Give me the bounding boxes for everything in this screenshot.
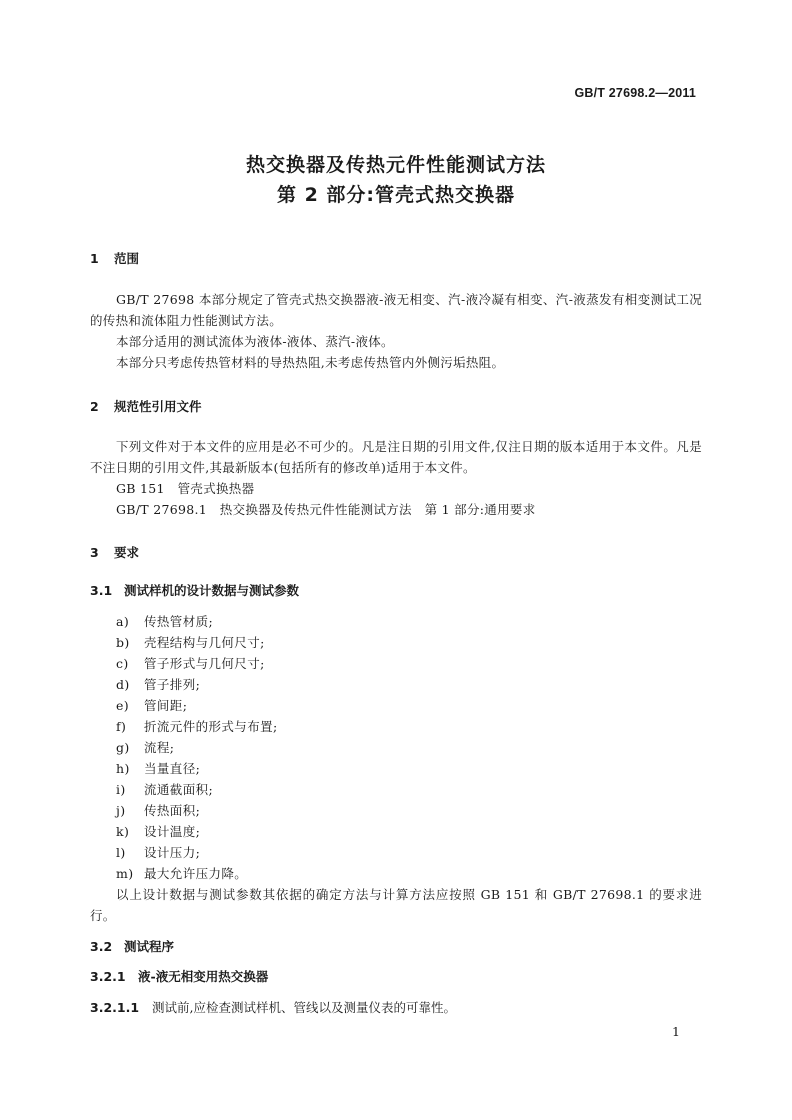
list-item <box>116 633 265 651</box>
subsection-3-1-heading <box>90 581 299 599</box>
section-2-paragraph: 下列文件对于本文件的应用是必不可少的。凡是注日期的引用文件,仅注日期的版本适用于本文件。凡是不注日期的引用文件,其最新版本(包括所有的修改单)适用于本文件。 <box>90 439 702 475</box>
page-number: 1 <box>672 1024 680 1039</box>
clause-text: 测试前,应检查测试样机、管线以及测量仪表的可靠性。 <box>152 1000 456 1015</box>
list-label: b) <box>116 635 130 650</box>
list-label: m) <box>116 866 134 881</box>
list-label: f) <box>116 719 127 734</box>
list-item <box>116 675 200 693</box>
list-text: 管间距; <box>144 698 188 713</box>
list-text: 最大允许压力降。 <box>144 866 248 881</box>
subsection-number: 3.2.1 <box>90 969 126 984</box>
standard-code: GB/T 27698.2—2011 <box>574 86 696 100</box>
document-title: 热交换器及传热元件性能测试方法 <box>245 154 546 176</box>
list-item <box>116 822 200 840</box>
subsection-3-2-1-heading <box>90 967 268 985</box>
list-item <box>116 759 200 777</box>
clause-number: 3.2.1.1 <box>90 1000 140 1015</box>
list-text: 管子排列; <box>144 677 201 692</box>
list-label: k) <box>116 824 130 839</box>
subsection-title: 测试样机的设计数据与测试参数 <box>124 583 300 598</box>
list-label: l) <box>116 845 126 860</box>
list-label: j) <box>116 803 126 818</box>
list-item <box>116 612 213 630</box>
list-label: c) <box>116 656 129 671</box>
list-label: h) <box>116 761 130 776</box>
reference-item: GB 151 管壳式换热器 <box>116 481 255 496</box>
section-title: 要求 <box>114 545 140 560</box>
section-number: 2 <box>90 399 99 414</box>
section-title: 范围 <box>114 251 140 266</box>
list-label: d) <box>116 677 130 692</box>
list-text: 传热管材质; <box>144 614 214 629</box>
list-item <box>116 780 213 798</box>
section-number: 3 <box>90 545 99 560</box>
subsection-title: 测试程序 <box>124 939 175 954</box>
section-1-paragraph-2: 本部分适用的测试流体为液体-液体、蒸汽-液体。 <box>116 334 394 349</box>
list-item <box>116 801 200 819</box>
list-text: 流程; <box>144 740 175 755</box>
list-item <box>116 864 247 882</box>
list-text: 设计温度; <box>144 824 201 839</box>
list-item <box>116 843 200 861</box>
section-title: 规范性引用文件 <box>114 399 202 414</box>
list-label: a) <box>116 614 130 629</box>
list-item <box>116 738 174 756</box>
subsection-number: 3.1 <box>90 583 113 598</box>
reference-item: GB/T 27698.1 热交换器及传热元件性能测试方法 第 1 部分:通用要求 <box>116 502 536 517</box>
list-text: 流通截面积; <box>144 782 214 797</box>
list-label: i) <box>116 782 126 797</box>
list-text: 当量直径; <box>144 761 201 776</box>
subsection-title: 液-液无相变用热交换器 <box>138 969 269 984</box>
list-item <box>116 717 278 735</box>
subsection-number: 3.2 <box>90 939 113 954</box>
clause-3-2-1-1 <box>90 998 456 1016</box>
section-number: 1 <box>90 251 99 266</box>
list-text: 传热面积; <box>144 803 201 818</box>
section-1-paragraph-3: 本部分只考虑传热管材料的导热热阻,未考虑传热管内外侧污垢热阻。 <box>116 355 505 370</box>
section-3-heading <box>90 543 139 561</box>
list-label: g) <box>116 740 130 755</box>
list-text: 设计压力; <box>144 845 201 860</box>
list-label: e) <box>116 698 130 713</box>
section-1-heading <box>90 249 139 267</box>
section-2-heading <box>90 397 202 415</box>
list-item <box>116 654 265 672</box>
list-text: 折流元件的形式与布置; <box>144 719 278 734</box>
list-text: 壳程结构与几何尺寸; <box>144 635 265 650</box>
subsection-3-2-heading <box>90 937 174 955</box>
document-subtitle: 第 2 部分:管壳式热交换器 <box>276 184 516 206</box>
list-item <box>116 696 187 714</box>
list-text: 管子形式与几何尺寸; <box>144 656 265 671</box>
subsection-3-1-closing: 以上设计数据与测试参数其依据的确定方法与计算方法应按照 GB 151 和 GB/T 27698.1 的要求进行。 <box>90 887 702 923</box>
section-1-paragraph-1: GB/T 27698 本部分规定了管壳式热交换器液-液无相变、汽-液冷凝有相变、汽-液蒸发有相变测试工况的传热和流体阻力性能测试方法。 <box>90 292 702 328</box>
